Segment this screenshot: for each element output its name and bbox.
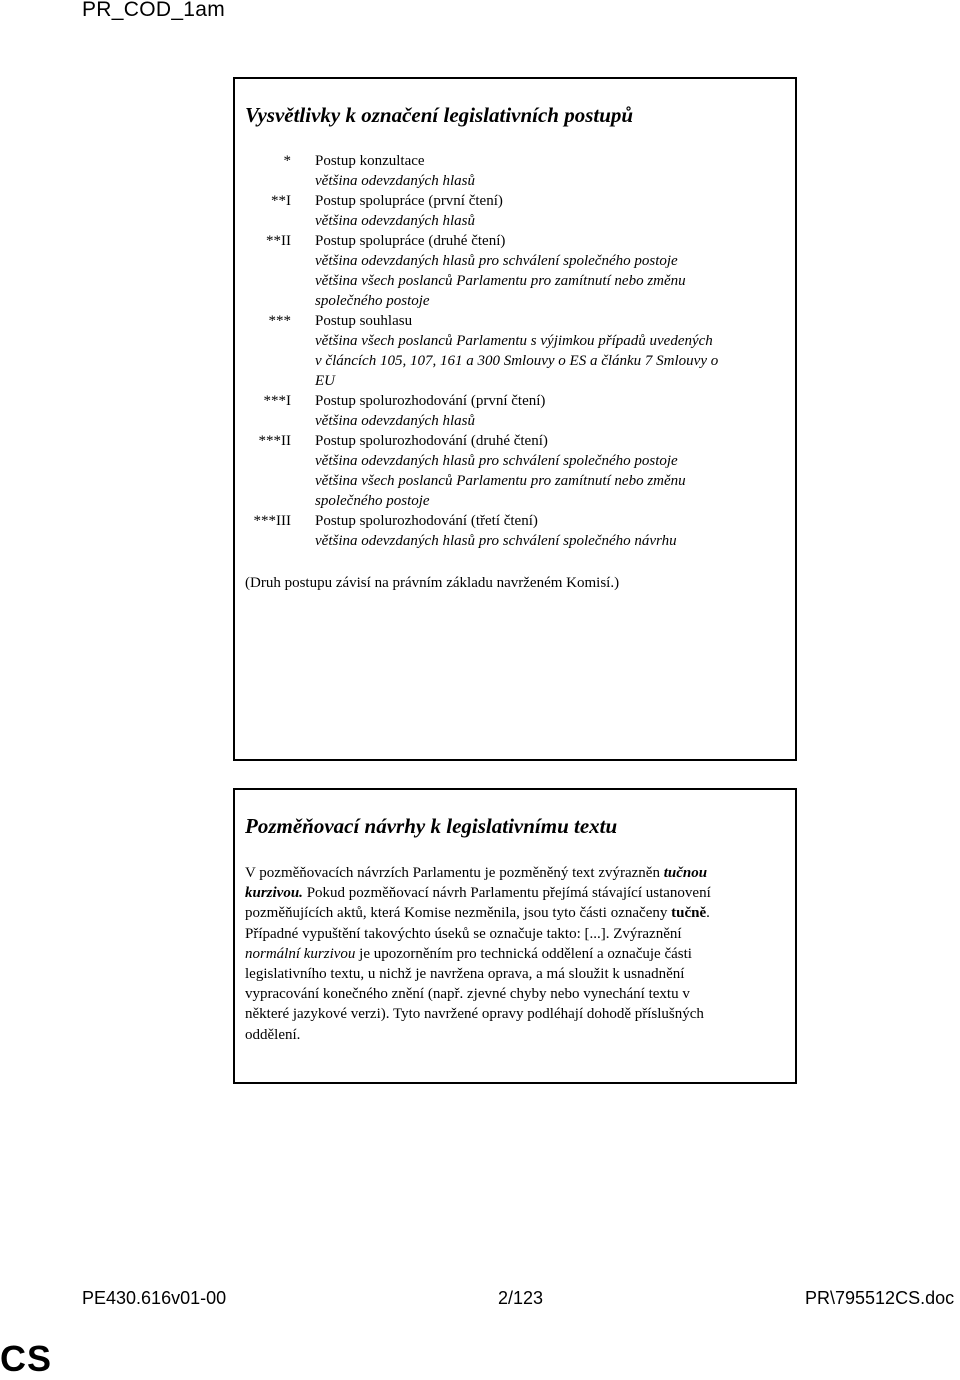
amendments-title: Pozměňovací návrhy k legislativnímu textu xyxy=(245,814,618,838)
procedure-name: Postup spolupráce (první čtení) xyxy=(315,193,503,209)
text-segment: některé jazykové verzi). Tyto navržené opravy podléhají dohodě příslušných xyxy=(245,1006,704,1023)
legend-entry xyxy=(235,231,795,311)
paragraph-line xyxy=(245,964,790,984)
procedure-name: Postup konzultace xyxy=(315,153,425,169)
footer-reference: PE430.616v01-00 xyxy=(82,1288,227,1308)
majority-rule-line: společného postoje xyxy=(315,293,430,309)
text-segment: tučnou xyxy=(663,865,708,881)
paragraph-line xyxy=(245,1025,790,1045)
procedure-code: * xyxy=(283,153,291,169)
text-segment: Případné vypuštění takovýchto úseků se označuje takto: [...]. Zvýraznění xyxy=(245,925,682,942)
language-code: CS xyxy=(0,1338,53,1379)
majority-rule-line: většina všech poslanců Parlamentu pro zamítnutí nebo změnu xyxy=(315,273,686,289)
legend-box xyxy=(233,77,797,761)
text-segment: je upozorněním pro technická oddělení a označuje části xyxy=(355,945,692,962)
procedure-description xyxy=(315,151,787,191)
text-segment: V pozměňovacích návrzích Parlamentu je pozměněný text zvýrazněn xyxy=(245,865,664,881)
text-segment: vypracování konečného znění (např. zjevné chyby nebo vynechání textu v xyxy=(245,986,690,1003)
footer-file-name: PR\795512CS.doc xyxy=(805,1288,955,1308)
text-segment: normální kurzivou xyxy=(245,945,356,962)
procedure-description xyxy=(315,311,787,391)
footer-page-number: 2/123 xyxy=(498,1288,544,1308)
procedure-name: Postup spolurozhodování (druhé čtení) xyxy=(315,433,548,449)
majority-rule-line: většina odevzdaných hlasů pro schválení společného postoje xyxy=(315,453,678,469)
text-segment: . xyxy=(706,905,710,922)
text-segment: kurzivou. xyxy=(245,885,303,902)
paragraph-line xyxy=(245,984,790,1004)
text-segment: pozměňujících aktů, která Komise nezměnila, jsou tyto části označeny xyxy=(245,905,672,922)
amendments-paragraph xyxy=(245,863,790,1045)
majority-rule-line: většina odevzdaných hlasů xyxy=(315,413,475,429)
procedure-code: **I xyxy=(271,193,291,209)
legend-entry xyxy=(235,431,795,511)
procedure-description xyxy=(315,191,787,231)
majority-rule-line: většina všech poslanců Parlamentu s výjimkou případů uvedených xyxy=(315,333,713,349)
procedure-description xyxy=(315,431,787,511)
majority-rule-line: většina odevzdaných hlasů pro schválení společného návrhu xyxy=(315,533,677,549)
majority-rule-line: většina odevzdaných hlasů xyxy=(315,213,475,229)
paragraph-line xyxy=(245,944,790,964)
legend-entries xyxy=(235,151,795,551)
legend-entry xyxy=(235,151,795,191)
paragraph-line xyxy=(245,863,790,883)
majority-rule-line: společného postoje xyxy=(315,493,430,509)
legend-entry xyxy=(235,311,795,391)
paragraph-line xyxy=(245,883,790,903)
procedure-code: ***I xyxy=(263,393,291,409)
legend-note: (Druh postupu závisí na právním základu navrženém Komisí.) xyxy=(245,575,620,591)
legend-entry xyxy=(235,511,795,551)
procedure-description xyxy=(315,231,787,311)
document-code: PR_COD_1am xyxy=(82,0,226,21)
procedure-description xyxy=(315,391,787,431)
procedure-description xyxy=(315,511,787,551)
majority-rule-line: v článcích 105, 107, 161 a 300 Smlouvy o ES a článku 7 Smlouvy o xyxy=(315,353,719,369)
amendments-box xyxy=(233,788,797,1084)
procedure-code: ***III xyxy=(253,513,291,529)
procedure-code: ***II xyxy=(258,433,291,449)
majority-rule-line: EU xyxy=(315,373,335,389)
procedure-name: Postup spolupráce (druhé čtení) xyxy=(315,233,506,249)
text-segment: Pokud pozměňovací návrh Parlamentu přejímá stávající ustanovení xyxy=(302,885,711,902)
legend-entry xyxy=(235,191,795,231)
procedure-name: Postup souhlasu xyxy=(315,313,413,329)
text-segment: tučně xyxy=(671,905,707,922)
procedure-name: Postup spolurozhodování (třetí čtení) xyxy=(315,513,538,529)
majority-rule-line: většina odevzdaných hlasů pro schválení společného postoje xyxy=(315,253,678,269)
text-segment: legislativního textu, u nichž je navržena oprava, a má sloužit k usnadnění xyxy=(245,966,685,983)
text-segment: oddělení. xyxy=(245,1026,301,1043)
legend-entry xyxy=(235,391,795,431)
majority-rule-line: většina odevzdaných hlasů xyxy=(315,173,475,189)
paragraph-line xyxy=(245,924,790,944)
paragraph-line xyxy=(245,1004,790,1024)
procedure-name: Postup spolurozhodování (první čtení) xyxy=(315,393,546,409)
procedure-code: **II xyxy=(266,233,291,249)
legend-title: Vysvětlivky k označení legislativních postupů xyxy=(245,103,634,127)
procedure-code: *** xyxy=(268,313,291,329)
paragraph-line xyxy=(245,903,790,923)
majority-rule-line: většina všech poslanců Parlamentu pro zamítnutí nebo změnu xyxy=(315,473,686,489)
